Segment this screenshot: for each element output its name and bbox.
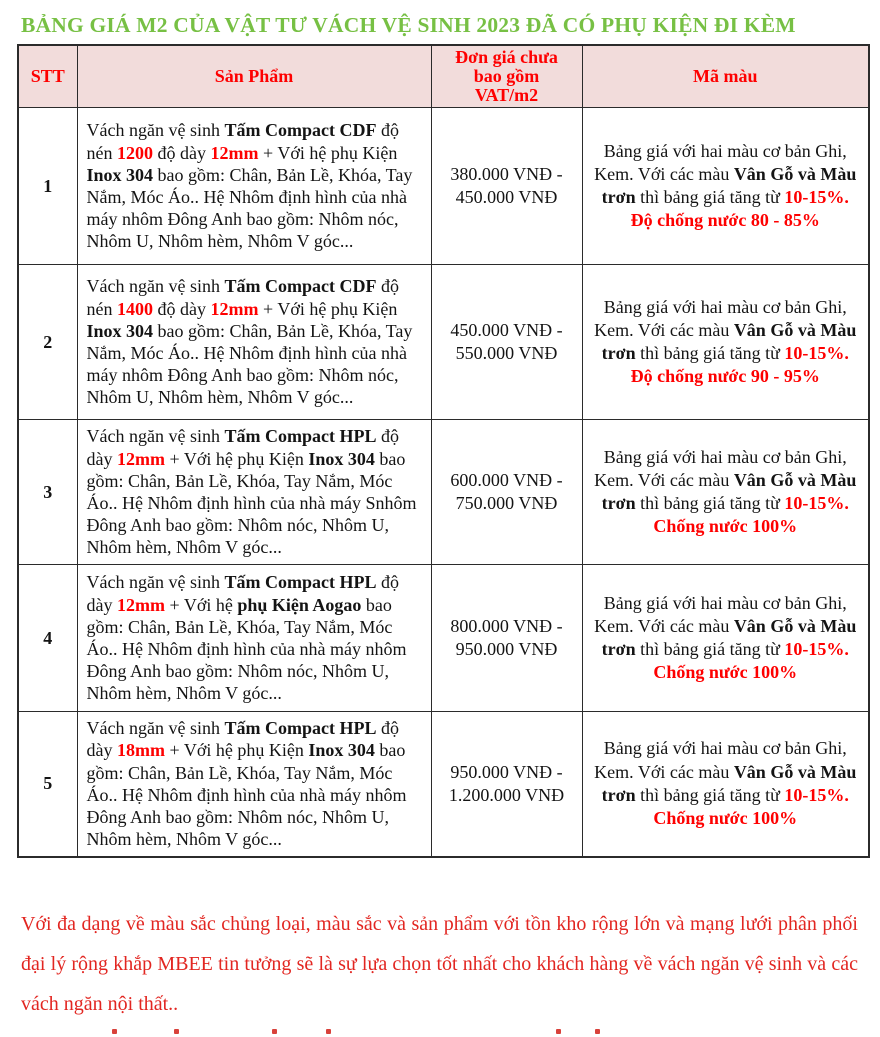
header-cell-stt: STT <box>18 45 77 108</box>
text-segment: bao gồm: Chân, Bản Lề, Khóa, Tay Nắm, Móc Áo.. Hệ Nhôm định hình của nhà máy nhôm Đông Anh bao gồm: Nhôm nóc, Nhôm U, Nhôm hèm, Nhôm V góc... <box>86 594 407 704</box>
cell-color-note <box>582 265 869 420</box>
text-segment: độ nén <box>86 276 399 319</box>
text-segment: 12mm <box>210 298 259 319</box>
table-row <box>18 420 869 565</box>
cell-product-description <box>77 565 431 712</box>
header-cell-color: Mã màu <box>582 45 869 108</box>
text-segment: Tấm Compact HPL <box>224 426 377 447</box>
text-segment: Bảng giá với hai màu cơ bản Ghi, Kem. Với các màu <box>594 140 847 184</box>
text-segment: Tấm Compact CDF <box>224 120 377 141</box>
cell-price-range: 950.000 VNĐ - 1.200.000 VNĐ <box>431 712 582 857</box>
clipped-glyph-mark <box>326 1029 331 1034</box>
table-header-row <box>18 45 869 108</box>
text-segment: Inox 304 <box>308 740 375 761</box>
clipped-glyph-mark <box>174 1029 179 1034</box>
text-segment: + Với hệ phụ Kiện <box>165 448 309 469</box>
text-segment: Vách ngăn vệ sinh <box>86 718 225 739</box>
text-segment: Vách ngăn vệ sinh <box>86 426 225 447</box>
text-segment: phụ Kiện Aogao <box>237 594 362 615</box>
cell-stt: 1 <box>18 108 77 265</box>
text-segment: độ nén <box>86 120 399 163</box>
cell-stt: 2 <box>18 265 77 420</box>
text-segment: Vân Gỗ và Màu trơn <box>601 163 857 207</box>
text-segment: Vân Gỗ và Màu trơn <box>601 319 857 363</box>
text-segment: 18mm <box>117 740 165 761</box>
text-segment: bao gồm: Chân, Bản Lề, Khóa, Tay Nắm, Móc Áo.. Hệ Nhôm định hình của nhà máy nhôm Đông Anh bao gồm: Nhôm nóc, Nhôm U, Nhôm hèm, Nhôm V góc... <box>86 320 413 408</box>
cell-color-note <box>582 420 869 565</box>
text-segment: Inox 304 <box>308 448 375 469</box>
text-segment: thì bảng giá tăng từ <box>635 187 785 207</box>
text-segment: Tấm Compact HPL <box>224 718 377 739</box>
text-segment: 1400 <box>117 298 153 319</box>
cell-color-note <box>582 712 869 857</box>
text-segment: Vách ngăn vệ sinh <box>86 120 225 141</box>
text-segment: + Với hệ <box>165 594 238 615</box>
cell-color-note <box>582 108 869 265</box>
cell-product-description <box>77 712 431 857</box>
text-segment: thì bảng giá tăng từ <box>635 493 785 513</box>
text-segment: bao gồm: Chân, Bản Lề, Khóa, Tay Nắm, Móc Áo.. Hệ Nhôm định hình của nhà máy nhôm Đông Anh bao gồm: Nhôm nóc, Nhôm U, Nhôm hèm, Nhôm V góc... <box>86 740 407 850</box>
table-row <box>18 265 869 420</box>
cell-color-note <box>582 565 869 712</box>
cell-product-description <box>77 420 431 565</box>
header-cell-product: Sản Phẩm <box>77 45 431 108</box>
text-segment: + Với hệ phụ Kiện <box>258 298 398 319</box>
text-segment: 10-15%. Chống nước 100% <box>653 493 849 537</box>
text-segment: độ dày <box>86 572 399 615</box>
clipped-glyph-mark <box>556 1029 561 1034</box>
text-segment: Tấm Compact HPL <box>224 572 377 593</box>
text-segment: bao gồm: Chân, Bản Lề, Khóa, Tay Nắm, Móc Áo.. Hệ Nhôm định hình của nhà máy Snhôm Đông Anh bao gồm: Nhôm nóc, Nhôm U, Nhôm hèm, Nhôm V góc... <box>86 448 417 558</box>
clipped-glyph-mark <box>272 1029 277 1034</box>
cell-price-range: 450.000 VNĐ - 550.000 VNĐ <box>431 265 582 420</box>
text-segment: bao gồm: Chân, Bản Lề, Khóa, Tay Nắm, Móc Áo.. Hệ Nhôm định hình của nhà máy nhôm Đông Anh bao gồm: Nhôm nóc, Nhôm U, Nhôm hèm, Nhôm V góc... <box>86 164 413 252</box>
text-segment: Inox 304 <box>86 164 154 185</box>
clipped-glyph-mark <box>595 1029 600 1034</box>
header-cell-price <box>431 45 582 108</box>
text-segment: Bảng giá với hai màu cơ bản Ghi, Kem. Với các màu <box>594 738 847 782</box>
text-segment: 12mm <box>117 594 165 615</box>
text-segment: 10-15%. Độ chống nước 80 - 85% <box>630 187 849 231</box>
text-segment: + Với hệ phụ Kiện <box>258 142 398 163</box>
text-segment: độ dày <box>86 718 399 761</box>
text-segment: Vân Gỗ và Màu trơn <box>601 761 857 805</box>
text-segment: độ dày <box>153 298 211 319</box>
text-segment: Bảng giá với hai màu cơ bản Ghi, Kem. Với các màu <box>594 446 847 490</box>
cell-stt: 4 <box>18 565 77 712</box>
cell-product-description <box>77 108 431 265</box>
text-segment: 1200 <box>117 142 153 163</box>
text-segment: 12mm <box>210 142 259 163</box>
clipped-glyph-mark <box>112 1029 117 1034</box>
text-segment: 10-15%. Độ chống nước 90 - 95% <box>630 343 849 387</box>
text-segment: Bảng giá với hai màu cơ bản Ghi, Kem. Với các màu <box>594 296 847 340</box>
text-segment: Bảng giá với hai màu cơ bản Ghi, Kem. Với các màu <box>594 592 847 636</box>
text-segment: 12mm <box>117 448 165 469</box>
table-row <box>18 565 869 712</box>
text-segment: Inox 304 <box>86 320 154 341</box>
text-segment: Tấm Compact CDF <box>224 276 377 297</box>
text-segment: độ dày <box>86 426 399 469</box>
text-segment: + Với hệ phụ Kiện <box>165 740 309 761</box>
cell-price-range: 800.000 VNĐ - 950.000 VNĐ <box>431 565 582 712</box>
page-title: BẢNG GIÁ M2 CỦA VẬT TƯ VÁCH VỆ SINH 2023 ĐÃ CÓ PHỤ KIỆN ĐI KÈM <box>21 13 796 37</box>
cell-stt: 5 <box>18 712 77 857</box>
text-segment: thì bảng giá tăng từ <box>635 784 785 805</box>
clipped-next-line <box>0 1028 880 1037</box>
text-segment: 10-15%. Chống nước 100% <box>653 639 849 683</box>
header-price-label: Đơn giá chưa bao gồm VAT/m2 <box>455 47 558 105</box>
cell-price-range: 600.000 VNĐ - 750.000 VNĐ <box>431 420 582 565</box>
price-table <box>17 44 870 858</box>
footer-paragraph: Với đa dạng về màu sắc chủng loại, màu sắc và sản phẩm với tồn kho rộng lớn và mạng lưới phân phối đại lý rộng khắp MBEE tin tưởng sẽ là sự lựa chọn tốt nhất cho khách hàng về vách ngăn vệ sinh và các vách ngăn nội thất.. <box>21 912 858 1015</box>
table-row <box>18 712 869 857</box>
cell-product-description <box>77 265 431 420</box>
text-segment: độ dày <box>153 142 211 163</box>
text-segment: Vân Gỗ và Màu trơn <box>601 469 857 513</box>
text-segment: Vách ngăn vệ sinh <box>86 572 225 593</box>
text-segment: thì bảng giá tăng từ <box>635 343 785 363</box>
text-segment: Vân Gỗ và Màu trơn <box>601 615 857 659</box>
text-segment: thì bảng giá tăng từ <box>635 639 785 659</box>
text-segment: Vách ngăn vệ sinh <box>86 276 225 297</box>
table-row <box>18 108 869 265</box>
cell-stt: 3 <box>18 420 77 565</box>
cell-price-range: 380.000 VNĐ - 450.000 VNĐ <box>431 108 582 265</box>
text-segment: 10-15%. Chống nước 100% <box>653 784 849 828</box>
